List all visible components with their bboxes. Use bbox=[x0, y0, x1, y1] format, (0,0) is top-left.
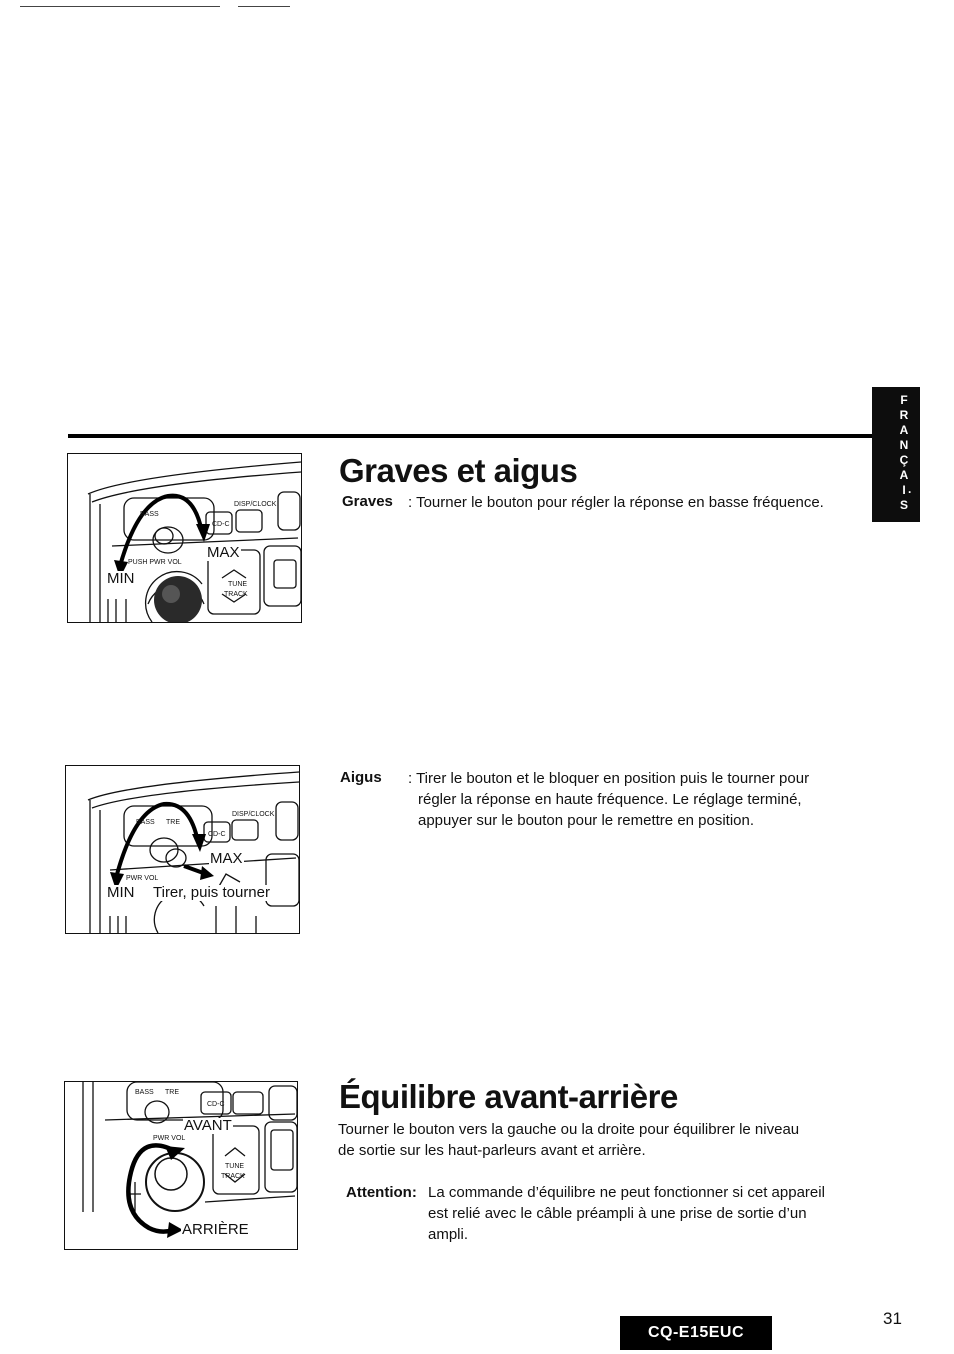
tab-letter: Ç bbox=[899, 453, 909, 467]
panel-label: TUNE bbox=[225, 1163, 245, 1170]
bass-knob-illustration bbox=[67, 453, 302, 623]
rear-label: ARRIÈRE bbox=[182, 1221, 249, 1238]
front-label: AVANT bbox=[184, 1117, 232, 1134]
attention-note-line: ampli. bbox=[428, 1226, 469, 1243]
tab-letter: N bbox=[899, 438, 909, 452]
bass-panel-drawing bbox=[68, 454, 301, 622]
language-side-tab bbox=[872, 387, 920, 522]
max-label: MAX bbox=[207, 544, 240, 561]
treble-description-line: régler la réponse en haute fréquence. Le réglage terminé, bbox=[418, 791, 802, 808]
tab-dot: · bbox=[908, 485, 912, 499]
tab-letter: I bbox=[902, 483, 906, 497]
panel-label: DISP/CLOCK bbox=[232, 811, 275, 818]
pull-and-turn-caption: Tirer, puis tourner bbox=[153, 884, 270, 901]
max-label: MAX bbox=[210, 850, 243, 867]
tab-letter: A bbox=[899, 423, 909, 437]
panel-label: TUNE bbox=[228, 581, 248, 588]
page-number: 31 bbox=[883, 1309, 902, 1328]
tab-letter: R bbox=[899, 408, 909, 422]
tone-section-title: Graves et aigus bbox=[339, 452, 578, 489]
fader-knob-illustration bbox=[64, 1081, 298, 1250]
model-number-badge: CQ-E15EUC bbox=[620, 1316, 772, 1350]
panel-label: PWR VOL bbox=[153, 1135, 186, 1142]
min-label: MIN bbox=[107, 884, 135, 901]
bass-description: : Tourner le bouton pour régler la réponse en basse fréquence. bbox=[408, 494, 824, 511]
panel-label: TRACK bbox=[224, 591, 248, 598]
fader-description-line: de sortie sur les haut-parleurs avant et arrière. bbox=[338, 1142, 646, 1159]
panel-label: CD-C bbox=[212, 521, 230, 528]
treble-description-line: appuyer sur le bouton pour le remettre en position. bbox=[418, 812, 755, 829]
panel-label: BASS bbox=[140, 511, 159, 518]
panel-label: BASS bbox=[136, 819, 155, 826]
panel-label: DISP/CLOCK bbox=[234, 501, 277, 508]
attention-term: Attention: bbox=[346, 1184, 417, 1201]
tab-letter: A bbox=[899, 468, 909, 482]
panel-label: TRE bbox=[166, 819, 180, 826]
panel-label: PUSH PWR VOL bbox=[128, 559, 182, 566]
section-divider bbox=[68, 434, 872, 438]
tab-letter: F bbox=[900, 393, 908, 407]
top-rule bbox=[20, 6, 220, 7]
attention-note-line: est relié avec le câble préampli à une prise de sortie d’un bbox=[428, 1205, 807, 1222]
tab-letter: S bbox=[899, 498, 908, 512]
panel-label: BASS bbox=[135, 1089, 154, 1096]
top-rule-short bbox=[238, 6, 290, 7]
panel-label: TRACK bbox=[221, 1173, 245, 1180]
panel-label: CD-C bbox=[208, 831, 226, 838]
treble-panel-drawing bbox=[66, 766, 299, 933]
treble-knob-illustration bbox=[65, 765, 300, 934]
bass-term: Graves bbox=[342, 493, 393, 510]
panel-label: PWR VOL bbox=[126, 875, 159, 882]
attention-note-line: La commande d’équilibre ne peut fonctionner si cet appareil bbox=[428, 1184, 825, 1201]
treble-description-line: : Tirer le bouton et le bloquer en position puis le tourner pour bbox=[408, 770, 810, 787]
treble-term: Aigus bbox=[340, 769, 382, 786]
fader-section-title: Équilibre avant-arrière bbox=[339, 1078, 678, 1115]
panel-label: TRE bbox=[165, 1089, 179, 1096]
panel-label: CD-C bbox=[207, 1101, 225, 1108]
fader-description-line: Tourner le bouton vers la gauche ou la droite pour équilibrer le niveau bbox=[338, 1121, 800, 1138]
min-label: MIN bbox=[107, 570, 135, 587]
